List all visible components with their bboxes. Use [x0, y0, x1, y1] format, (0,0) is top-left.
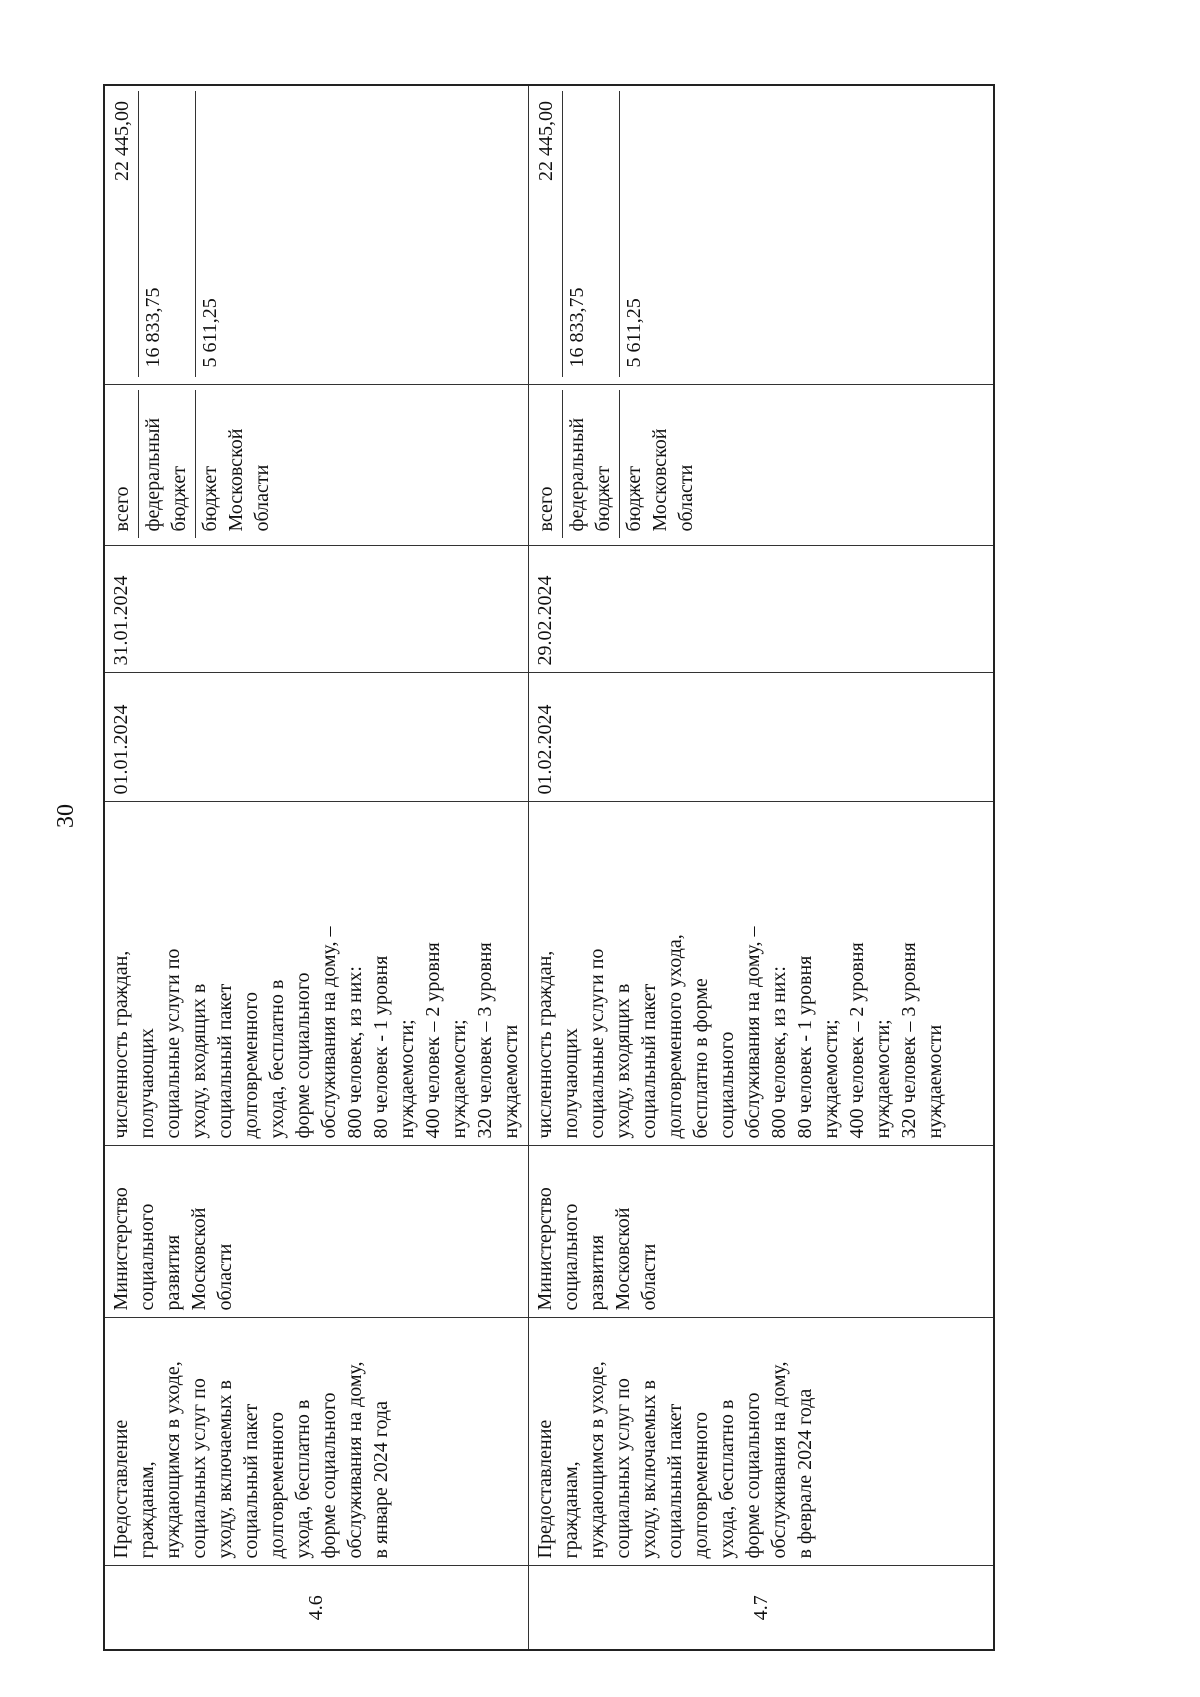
funding-amount-total: 22 445,00 [532, 91, 563, 378]
funding-amount-federal: 16 833,75 [563, 91, 620, 378]
row-number: 4.7 [528, 1566, 994, 1650]
executor-cell: Министерство социального развития Московской области [104, 1146, 528, 1318]
funding-source-total: всего [108, 391, 139, 539]
funding-amount-federal: 16 833,75 [139, 91, 196, 378]
funding-amount-regional: 5 611,25 [199, 298, 221, 368]
indicator-cell: численность граждан, получающих социальные услуги по уходу, входящих в социальный пакет долговременного ухода, бесплатно в форме социального обслуживания на дому, – 800 человек, из них: 80 человек - 1 уровня нуждаемости; 400 человек – 2 уровня нуждаемости; 320 человек – 3 уровня нуждаемости [528, 802, 994, 1146]
start-date-cell: 01.01.2024 [104, 673, 528, 802]
rotated-table-sheet [103, 86, 993, 1651]
funding-source-total: всего [532, 391, 563, 539]
funding-source-cell [104, 385, 528, 546]
funding-amount-total: 22 445,00 [108, 91, 139, 378]
funding-source-regional: бюджет Московской области [622, 428, 697, 532]
indicator-cell: численность граждан, получающих социальные услуги по уходу, входящих в социальный пакет долговременного ухода, бесплатно в форме социального обслуживания на дому, – 800 человек, из них: 80 человек - 1 уровня нуждаемости; 400 человек – 2 уровня нуждаемости; 320 человек – 3 уровня нуждаемости [104, 802, 528, 1146]
executor-cell: Министерство социального развития Московской области [528, 1146, 994, 1318]
funding-source-federal: федеральный бюджет [563, 391, 620, 539]
start-date-cell: 01.02.2024 [528, 673, 994, 802]
row-number: 4.6 [104, 1566, 528, 1650]
funding-source-federal: федеральный бюджет [139, 391, 196, 539]
funding-amount-regional: 5 611,25 [622, 298, 645, 368]
funding-amount-cell [104, 85, 528, 385]
end-date-cell: 29.02.2024 [528, 546, 994, 673]
activity-cell: Предоставление гражданам, нуждающимся в уходе, социальных услуг по уходу, включаемых в социальный пакет долговременного ухода, бесплатно в форме социального обслуживания на дому, в январе 2024 года [104, 1318, 528, 1566]
funding-source-cell [528, 385, 994, 546]
activity-cell: Предоставление гражданам, нуждающимся в уходе, социальных услуг по уходу, включаемых в социальный пакет долговременного ухода, бесплатно в форме социального обслуживания на дому, в феврале 2024 года [528, 1318, 994, 1566]
funding-amount-cell [528, 85, 994, 385]
table-row [528, 85, 994, 1650]
end-date-cell: 31.01.2024 [104, 546, 528, 673]
table-row [104, 85, 528, 1650]
schedule-table [103, 84, 995, 1651]
funding-source-regional: бюджет Московской области [199, 428, 273, 532]
page-number: 30 [53, 804, 79, 828]
